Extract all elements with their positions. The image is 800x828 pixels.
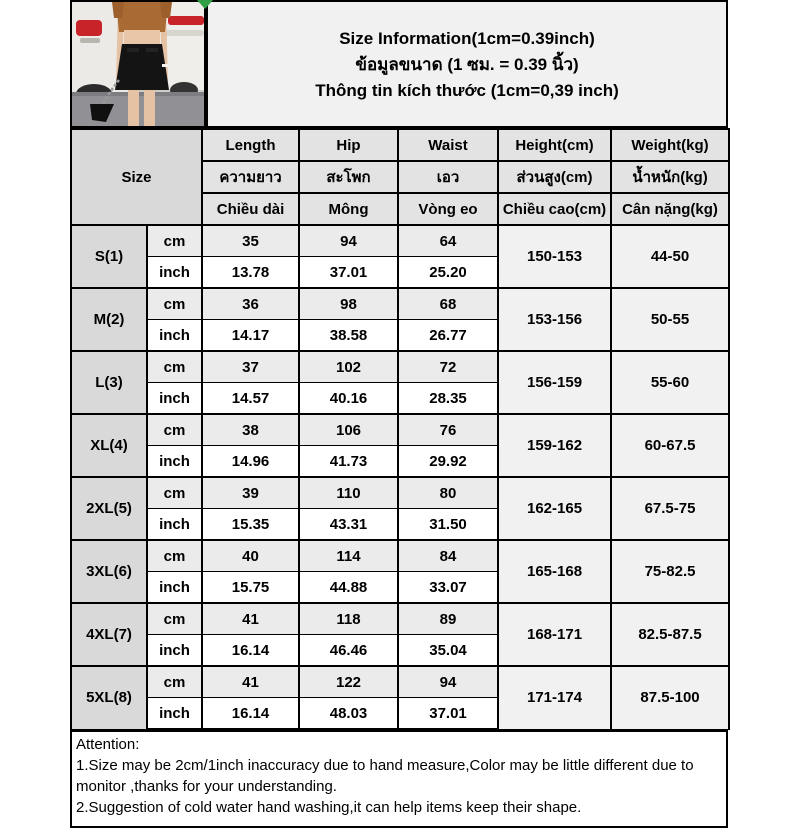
value-length-inch: 15.75 — [202, 572, 299, 604]
column-header-length-vi: Chiều dài — [202, 193, 299, 225]
value-hip-cm: 106 — [299, 414, 398, 446]
value-length-inch: 15.35 — [202, 509, 299, 541]
unit-label-cm: cm — [147, 477, 202, 509]
value-weight-range: 82.5-87.5 — [611, 603, 729, 666]
value-height-range: 159-162 — [498, 414, 611, 477]
unit-label-cm: cm — [147, 351, 202, 383]
value-hip-cm: 102 — [299, 351, 398, 383]
value-waist-cm: 89 — [398, 603, 498, 635]
unit-label-cm: cm — [147, 540, 202, 572]
value-hip-cm: 114 — [299, 540, 398, 572]
value-weight-range: 50-55 — [611, 288, 729, 351]
value-waist-inch: 28.35 — [398, 383, 498, 415]
value-hip-inch: 41.73 — [299, 446, 398, 478]
unit-label-cm: cm — [147, 288, 202, 320]
value-height-range: 162-165 — [498, 477, 611, 540]
title-vietnamese: Thông tin kích thước (1cm=0,39 inch) — [315, 80, 619, 100]
value-waist-cm: 94 — [398, 666, 498, 698]
value-hip-inch: 48.03 — [299, 698, 398, 730]
value-waist-inch: 35.04 — [398, 635, 498, 667]
unit-label-cm: cm — [147, 414, 202, 446]
value-length-inch: 14.57 — [202, 383, 299, 415]
unit-label-inch: inch — [147, 257, 202, 289]
value-hip-inch: 40.16 — [299, 383, 398, 415]
column-header-hip-en: Hip — [299, 129, 398, 161]
value-hip-cm: 122 — [299, 666, 398, 698]
value-weight-range: 60-67.5 — [611, 414, 729, 477]
value-length-cm: 39 — [202, 477, 299, 509]
value-weight-range: 55-60 — [611, 351, 729, 414]
value-hip-inch: 43.31 — [299, 509, 398, 541]
unit-label-inch: inch — [147, 509, 202, 541]
value-length-cm: 38 — [202, 414, 299, 446]
size-row-label: M(2) — [71, 288, 147, 351]
value-waist-inch: 31.50 — [398, 509, 498, 541]
value-hip-cm: 98 — [299, 288, 398, 320]
column-header-waist-th: เอว — [398, 161, 498, 193]
size-table-header — [71, 129, 729, 225]
value-waist-inch: 26.77 — [398, 320, 498, 352]
unit-label-cm: cm — [147, 225, 202, 257]
value-hip-cm: 110 — [299, 477, 398, 509]
value-waist-inch: 25.20 — [398, 257, 498, 289]
column-header-length-th: ความยาว — [202, 161, 299, 193]
value-weight-range: 67.5-75 — [611, 477, 729, 540]
value-length-cm: 35 — [202, 225, 299, 257]
value-waist-cm: 76 — [398, 414, 498, 446]
value-hip-inch: 46.46 — [299, 635, 398, 667]
value-waist-cm: 84 — [398, 540, 498, 572]
size-chart-page — [70, 0, 728, 828]
column-header-height-en: Height(cm) — [498, 129, 611, 161]
column-header-hip-vi: Mông — [299, 193, 398, 225]
size-row-label: L(3) — [71, 351, 147, 414]
top-strip — [70, 0, 728, 128]
size-table — [70, 128, 730, 730]
column-header-weight-en: Weight(kg) — [611, 129, 729, 161]
value-length-cm: 41 — [202, 666, 299, 698]
value-length-cm: 37 — [202, 351, 299, 383]
value-length-inch: 14.17 — [202, 320, 299, 352]
value-length-cm: 41 — [202, 603, 299, 635]
value-weight-range: 87.5-100 — [611, 666, 729, 729]
value-length-inch: 13.78 — [202, 257, 299, 289]
size-table-body — [71, 225, 729, 729]
unit-label-cm: cm — [147, 603, 202, 635]
unit-label-inch: inch — [147, 446, 202, 478]
value-hip-inch: 37.01 — [299, 257, 398, 289]
value-waist-cm: 64 — [398, 225, 498, 257]
value-weight-range: 75-82.5 — [611, 540, 729, 603]
value-height-range: 156-159 — [498, 351, 611, 414]
unit-label-inch: inch — [147, 383, 202, 415]
value-length-cm: 40 — [202, 540, 299, 572]
size-info-header — [206, 0, 728, 128]
value-waist-inch: 37.01 — [398, 698, 498, 730]
column-header-length-en: Length — [202, 129, 299, 161]
unit-label-inch: inch — [147, 572, 202, 604]
size-row-label: 4XL(7) — [71, 603, 147, 666]
value-height-range: 153-156 — [498, 288, 611, 351]
value-waist-cm: 68 — [398, 288, 498, 320]
size-row-label: XL(4) — [71, 414, 147, 477]
value-height-range: 165-168 — [498, 540, 611, 603]
unit-label-cm: cm — [147, 666, 202, 698]
attention-note — [70, 730, 728, 828]
unit-label-inch: inch — [147, 698, 202, 730]
value-length-inch: 14.96 — [202, 446, 299, 478]
unit-label-inch: inch — [147, 635, 202, 667]
value-waist-cm: 80 — [398, 477, 498, 509]
corner-marker — [197, 0, 213, 9]
attention-item-2: 2.Suggestion of cold water hand washing,it can help items keep their shape. — [76, 799, 582, 816]
column-header-height-vi: Chiều cao(cm) — [498, 193, 611, 225]
value-hip-cm: 94 — [299, 225, 398, 257]
size-row-label: 2XL(5) — [71, 477, 147, 540]
column-header-weight-vi: Cân nặng(kg) — [611, 193, 729, 225]
column-header-waist-vi: Vòng eo — [398, 193, 498, 225]
product-photo — [70, 0, 206, 128]
size-row-label: 3XL(6) — [71, 540, 147, 603]
product-photo-illustration — [72, 2, 204, 126]
column-header-height-th: ส่วนสูง(cm) — [498, 161, 611, 193]
value-length-inch: 16.14 — [202, 698, 299, 730]
value-height-range: 150-153 — [498, 225, 611, 288]
value-length-inch: 16.14 — [202, 635, 299, 667]
unit-label-inch: inch — [147, 320, 202, 352]
value-height-range: 171-174 — [498, 666, 611, 729]
attention-heading: Attention: — [76, 736, 140, 753]
value-weight-range: 44-50 — [611, 225, 729, 288]
value-waist-cm: 72 — [398, 351, 498, 383]
value-hip-inch: 38.58 — [299, 320, 398, 352]
title-thai: ข้อมูลขนาด (1 ซม. = 0.39 นิ้ว) — [355, 54, 579, 74]
value-hip-cm: 118 — [299, 603, 398, 635]
value-waist-inch: 33.07 — [398, 572, 498, 604]
size-row-label: S(1) — [71, 225, 147, 288]
column-header-hip-th: สะโพก — [299, 161, 398, 193]
size-row-label: 5XL(8) — [71, 666, 147, 729]
value-length-cm: 36 — [202, 288, 299, 320]
attention-item-1: 1.Size may be 2cm/1inch inaccuracy due to hand measure,Color may be little different due to monitor ,thanks for your understanding. — [76, 757, 694, 795]
value-hip-inch: 44.88 — [299, 572, 398, 604]
size-corner-label: Size — [71, 129, 202, 225]
column-header-waist-en: Waist — [398, 129, 498, 161]
value-height-range: 168-171 — [498, 603, 611, 666]
title-english: Size Information(1cm=0.39inch) — [339, 28, 595, 48]
column-header-weight-th: น้ำหนัก(kg) — [611, 161, 729, 193]
value-waist-inch: 29.92 — [398, 446, 498, 478]
